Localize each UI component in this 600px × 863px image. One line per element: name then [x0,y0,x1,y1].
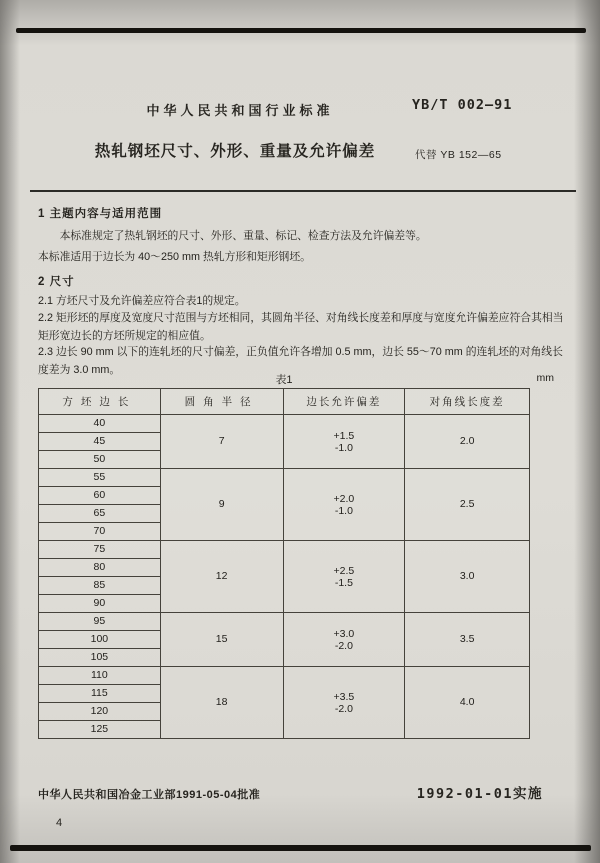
cell-billet-side: 115 [39,685,161,703]
table-caption: 表1 [275,374,293,386]
cell-side-tolerance: +1.5 -1.0 [283,415,405,469]
scan-shadow-left [0,0,20,863]
col-header-corner-radius: 圆角半径 [160,389,283,415]
standard-type-heading: 中华人民共和国行业标准 [146,103,334,118]
cell-billet-side: 90 [39,595,161,613]
page-number: 4 [56,817,63,829]
table-row [39,613,530,631]
col-header-billet-side: 方坯边长 [39,389,161,415]
scan-edge-bottom [10,845,591,851]
table-caption-row [38,371,554,387]
section-1-paragraph-2: 本标准适用于边长为 40～250 mm 热轧方形和矩形钢坯。 [38,251,311,263]
cell-corner-radius: 7 [160,415,283,469]
cell-billet-side: 60 [39,487,161,505]
clause-2-1: 2.1 方坯尺寸及允许偏差应符合表1的规定。 [38,295,246,307]
cell-billet-side: 55 [39,469,161,487]
implementation-date: 1992-01-01实施 [416,786,543,802]
cell-diagonal-difference: 3.0 [405,541,530,613]
cell-billet-side: 95 [39,613,161,631]
cell-billet-side: 80 [39,559,161,577]
cell-billet-side: 120 [39,703,161,721]
cell-diagonal-difference: 2.5 [405,469,530,541]
table-row [39,469,530,487]
section-1-heading: 1 主题内容与适用范围 [38,208,163,220]
table-row [39,415,530,433]
section-2-heading: 2 尺寸 [38,276,75,288]
cell-side-tolerance: +2.0 -1.0 [283,469,405,541]
approval-note: 中华人民共和国冶金工业部1991-05-04批准 [38,789,261,801]
replaces-note: 代替 YB 152—65 [415,149,502,161]
cell-billet-side: 85 [39,577,161,595]
cell-diagonal-difference: 3.5 [405,613,530,667]
cell-billet-side: 75 [39,541,161,559]
table-row [39,541,530,559]
table-row [39,667,530,685]
cell-side-tolerance: +3.0 -2.0 [283,613,405,667]
cell-billet-side: 50 [39,451,161,469]
cell-billet-side: 45 [39,433,161,451]
clause-2-3: 2.3 边长 90 mm 以下的连轧坯的尺寸偏差，正负值允许各增加 0.5 mm，边长 55～70 mm 的连轧坯的对角线长度差为 3.0 mm。 [38,346,563,376]
billet-size-table [38,388,530,739]
standard-number: YB/T 002—91 [412,97,513,113]
scan-edge-top [16,28,586,33]
cell-billet-side: 40 [39,415,161,433]
col-header-side-tolerance: 边长允许偏差 [283,389,405,415]
section-1-paragraph-1: 本标准规定了热轧钢坯的尺寸、外形、重量、标记、检查方法及允许偏差等。 [59,230,427,242]
document-title: 热轧钢坯尺寸、外形、重量及允许偏差 [94,143,376,160]
col-header-diagonal-diff: 对角线长度差 [405,389,530,415]
cell-corner-radius: 9 [160,469,283,541]
header-divider [30,190,576,192]
cell-side-tolerance: +2.5 -1.5 [283,541,405,613]
cell-billet-side: 105 [39,649,161,667]
cell-corner-radius: 18 [160,667,283,739]
cell-billet-side: 70 [39,523,161,541]
cell-billet-side: 110 [39,667,161,685]
cell-billet-side: 125 [39,721,161,739]
cell-diagonal-difference: 4.0 [405,667,530,739]
table-unit-label: mm [536,372,554,384]
cell-corner-radius: 12 [160,541,283,613]
cell-corner-radius: 15 [160,613,283,667]
cell-billet-side: 100 [39,631,161,649]
cell-side-tolerance: +3.5 -2.0 [283,667,405,739]
table-header-row [39,389,530,415]
size-table-body [39,415,530,739]
clause-2-2: 2.2 矩形坯的厚度及宽度尺寸范围与方坯相同，其圆角半径、对角线长度差和厚度与宽度允许偏差应符合其相当矩形宽边长的方坯所规定的相应值。 [38,312,564,342]
scan-shadow-right [574,0,600,863]
cell-diagonal-difference: 2.0 [405,415,530,469]
cell-billet-side: 65 [39,505,161,523]
